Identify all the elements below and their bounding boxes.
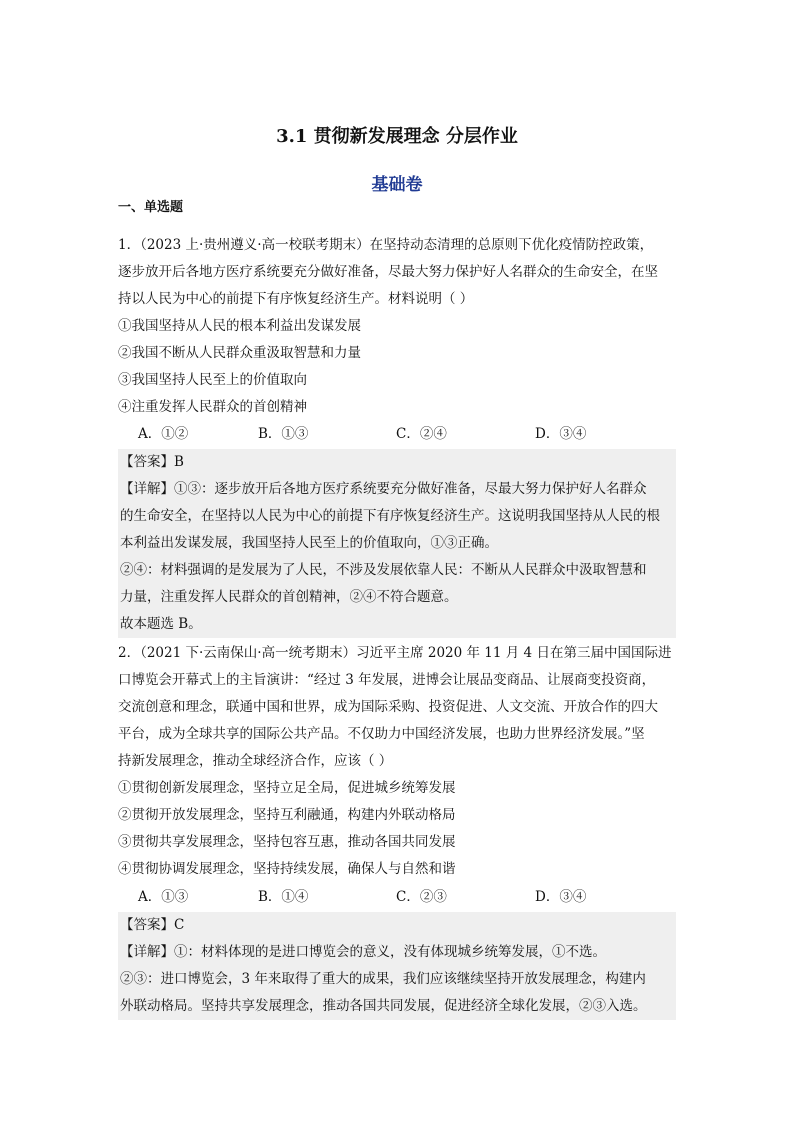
section-heading: 一、单选题 (118, 200, 184, 215)
question-2-stem-line: 2．（2021 下·云南保山·高一统考期末）习近平主席 2020 年 11 月 4 日在第三届中国国际进 (118, 645, 672, 661)
question-1 (118, 232, 678, 421)
explanation-line: 【详解】①：材料体现的是进口博览会的意义，没有体现城乡统筹发展，①不选。 (120, 944, 606, 960)
question-1-statement: ②我国不断从人民群众重汲取智慧和力量 (118, 345, 361, 361)
question-1-stem-line: 1．（2023 上·贵州遵义·高一校联考期末）在坚持动态清理的总原则下优化疫情防控政策， (118, 237, 654, 253)
question-2-stem-line: 口博览会开幕式上的主旨演讲：“经过 3 年发展，进博会让展品变商品、让展商变投资商， (118, 672, 656, 688)
option-b: B．①④ (258, 889, 309, 905)
answer-label: 【答案】B (120, 454, 184, 470)
question-1-answer-box (118, 449, 676, 638)
answer-label: 【答案】C (120, 917, 185, 933)
question-2-statement: ④贯彻协调发展理念，坚持持续发展，确保人与自然和谐 (118, 861, 456, 877)
question-1-stem-line: 持以人民为中心的前提下有序恢复经济生产。材料说明（ ） (118, 291, 474, 307)
explanation-line: 的生命安全，在坚持以人民为中心的前提下有序恢复经济生产。这说明我国坚持从人民的根 (120, 508, 660, 524)
explanation-line: 本利益出发谋发展，我国坚持人民至上的价值取向，①③正确。 (120, 535, 498, 551)
question-2-statement: ③贯彻共享发展理念，坚持包容互惠，推动各国共同发展 (118, 834, 456, 850)
option-a: A．①③ (138, 889, 189, 905)
option-d: D．③④ (535, 889, 587, 905)
question-2 (118, 640, 678, 883)
explanation-line: 外联动格局。坚持共享发展理念，推动各国共同发展，促进经济全球化发展，②③入选。 (120, 998, 647, 1014)
question-1-options (138, 421, 678, 448)
explanation-line: 力量，注重发挥人民群众的首创精神，②④不符合题意。 (120, 589, 458, 605)
page-subtitle: 基础卷 (371, 175, 423, 195)
question-2-options (138, 884, 678, 911)
explanation-line: ②③：进口博览会，3 年来取得了重大的成果，我们应该继续坚持开放发展理念，构建内 (120, 971, 646, 987)
question-2-stem-line: 平台，成为全球共享的国际公共产品。不仅助力中国经济发展，也助力世界经济发展。”坚 (118, 726, 645, 742)
question-1-stem-line: 逐步放开后各地方医疗系统要充分做好准备，尽最大努力保护好人名群众的生命安全，在坚 (118, 264, 658, 280)
question-1-statement: ③我国坚持人民至上的价值取向 (118, 372, 307, 388)
question-2-statement: ②贯彻开放发展理念，坚持互利融通，构建内外联动格局 (118, 807, 456, 823)
explanation-line: 故本题选 B。 (120, 616, 202, 632)
option-c: C．②③ (396, 889, 447, 905)
explanation-line: 【详解】①③：逐步放开后各地方医疗系统要充分做好准备，尽最大努力保护好人名群众 (120, 481, 647, 497)
option-d: D．③④ (535, 426, 587, 442)
explanation-line: ②④：材料强调的是发展为了人民，不涉及发展依靠人民：不断从人民群众中汲取智慧和 (120, 562, 647, 578)
question-1-statement: ①我国坚持从人民的根本利益出发谋发展 (118, 318, 361, 334)
option-b: B．①③ (258, 426, 309, 442)
question-1-statement: ④注重发挥人民群众的首创精神 (118, 399, 307, 415)
option-c: C．②④ (396, 426, 447, 442)
question-2-stem-line: 持新发展理念，推动全球经济合作，应该（ ） (118, 753, 393, 769)
question-2-stem-line: 交流创意和理念，联通中国和世界，成为国际采购、投资促进、人文交流、开放合作的四大 (118, 699, 658, 715)
question-2-answer-box (118, 912, 676, 1020)
question-2-statement: ①贯彻创新发展理念，坚持立足全局，促进城乡统筹发展 (118, 780, 456, 796)
option-a: A．①② (138, 426, 189, 442)
page-title: 3.1 贯彻新发展理念 分层作业 (276, 126, 518, 147)
